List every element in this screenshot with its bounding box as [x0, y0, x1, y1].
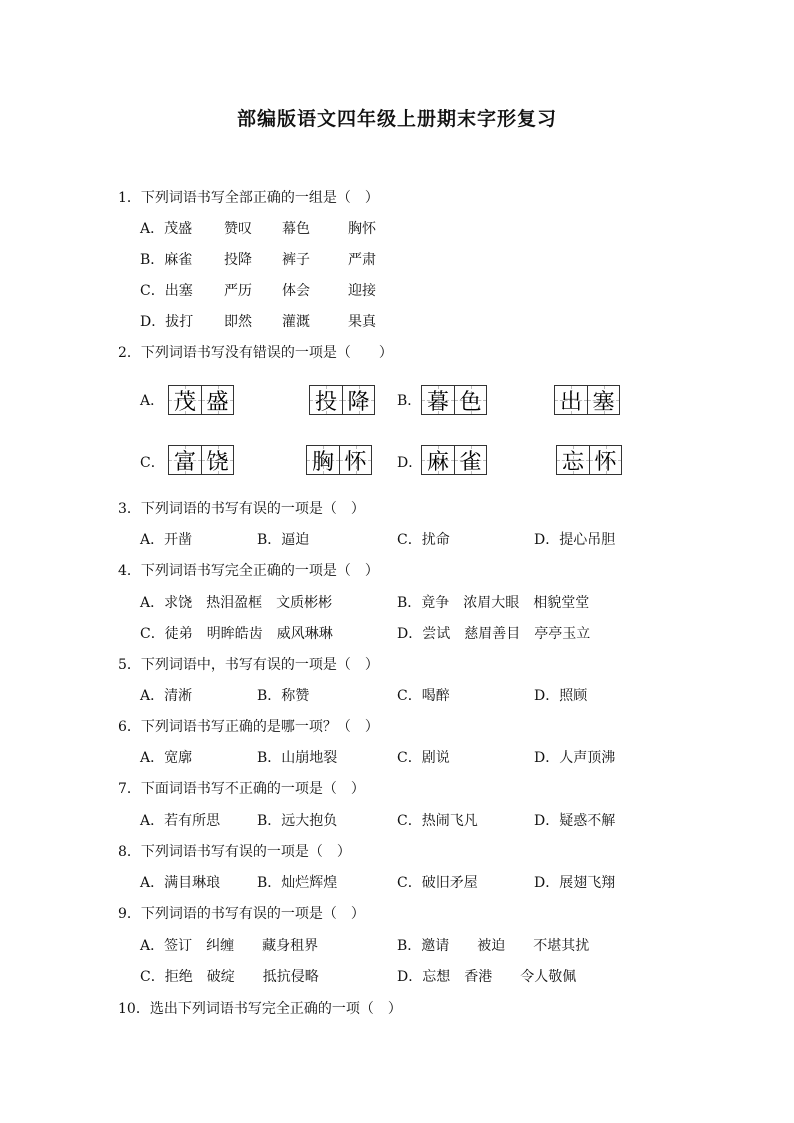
- tianzige-cell: 降: [342, 386, 374, 414]
- option-a: A．开凿: [140, 532, 193, 548]
- tianzige-cell: 塞: [587, 386, 619, 414]
- tianzige-cell: 怀: [339, 446, 371, 474]
- option-d: D．展翅飞翔: [534, 875, 616, 891]
- tianzige-cell: 麻: [422, 446, 454, 474]
- option-c: C．徒弟 明眸皓齿 威风琳琳: [140, 626, 333, 642]
- tianzige-cell: 怀: [589, 446, 621, 474]
- option-word: 幕色: [282, 221, 310, 237]
- option-b: B．称赞: [257, 688, 310, 704]
- question-3-stem: 3．下列词语的书写有误的一项是（ ）: [118, 501, 365, 517]
- grid-option-label: D．: [397, 455, 423, 471]
- option-a: A．签订 纠缠 藏身租界: [140, 938, 319, 954]
- tianzige-cell: 饶: [201, 446, 233, 474]
- question-10-stem: 10．选出下列词语书写完全正确的一项（ ）: [118, 1001, 402, 1017]
- tianzige-word: [306, 445, 372, 475]
- option-b: B．逼迫: [257, 532, 310, 548]
- tianzige-cell: 胸: [307, 446, 339, 474]
- option-text: B．麻雀: [140, 252, 193, 268]
- option-word: 投降: [224, 252, 252, 268]
- option-word: 体会: [282, 283, 310, 299]
- tianzige-cell: 盛: [201, 386, 233, 414]
- option-word: 胸怀: [348, 221, 376, 237]
- option-c: C．热闹飞凡: [397, 813, 478, 829]
- option-d: D．照顾: [534, 688, 588, 704]
- option-word: 严历: [224, 283, 252, 299]
- tianzige-cell: 色: [454, 386, 486, 414]
- tianzige-word: [168, 445, 234, 475]
- option-d: D．尝试 慈眉善目 亭亭玉立: [397, 626, 591, 642]
- question-2-stem: 2．下列词语书写没有错误的一项是（ ）: [118, 345, 393, 361]
- option-a: A．清淅: [140, 688, 193, 704]
- tianzige-cell: 忘: [557, 446, 589, 474]
- option-word: 迎接: [348, 283, 376, 299]
- option-b: B．山崩地裂: [257, 750, 338, 766]
- option-b: B．远大抱负: [257, 813, 338, 829]
- option-word: 赞叹: [224, 221, 252, 237]
- tianzige-cell: 茂: [169, 386, 201, 414]
- question-4-stem: 4．下列词语书写完全正确的一项是（ ）: [118, 563, 379, 579]
- question-1-stem: 1．下列词语书写全部正确的一组是（ ）: [118, 190, 379, 206]
- option-word: 灌溉: [282, 314, 310, 330]
- question-7-stem: 7．下面词语书写不正确的一项是（ ）: [118, 781, 365, 797]
- option-d: D．忘想 香港 令人敬佩: [397, 969, 577, 985]
- option-text: A．茂盛: [140, 221, 193, 237]
- option-word: 即然: [224, 314, 252, 330]
- option-c: C．喝醉: [397, 688, 450, 704]
- option-word: 果真: [348, 314, 376, 330]
- option-a: A．求饶 热泪盈框 文质彬彬: [140, 595, 333, 611]
- tianzige-word: [421, 385, 487, 415]
- grid-option-label: B．: [397, 393, 422, 409]
- question-5-stem: 5．下列词语中，书写有误的一项是（ ）: [118, 657, 379, 673]
- question-6-stem: 6．下列词语书写正确的是哪一项？（ ）: [118, 719, 379, 735]
- tianzige-cell: 雀: [454, 446, 486, 474]
- tianzige-cell: 出: [555, 386, 587, 414]
- option-a: A．满目琳琅: [140, 875, 221, 891]
- option-c: C．剧说: [397, 750, 450, 766]
- option-c: C．扰命: [397, 532, 450, 548]
- option-word: 裤子: [282, 252, 310, 268]
- tianzige-cell: 暮: [422, 386, 454, 414]
- option-d: D．疑惑不解: [534, 813, 616, 829]
- page-title: 部编版语文四年级上册期末字形复习: [236, 108, 557, 130]
- tianzige-word: [554, 385, 620, 415]
- option-b: B．邀请 被迫 不堪其扰: [397, 938, 590, 954]
- question-9-stem: 9．下列词语的书写有误的一项是（ ）: [118, 906, 365, 922]
- option-text: D．拔打: [140, 314, 194, 330]
- option-d: D．提心吊胆: [534, 532, 616, 548]
- option-a: A．若有所思: [140, 813, 221, 829]
- tianzige-word: [309, 385, 375, 415]
- option-d: D．人声顶沸: [534, 750, 616, 766]
- question-8-stem: 8．下列词语书写有误的一项是（ ）: [118, 844, 351, 860]
- option-c: C．拒绝 破绽 抵抗侵略: [140, 969, 319, 985]
- tianzige-word: [421, 445, 487, 475]
- grid-option-label: A．: [140, 393, 165, 409]
- tianzige-cell: 富: [169, 446, 201, 474]
- option-text: C．出塞: [140, 283, 193, 299]
- tianzige-word: [556, 445, 622, 475]
- option-a: A．宽廓: [140, 750, 193, 766]
- option-c: C．破旧矛屋: [397, 875, 478, 891]
- option-b: B．竟争 浓眉大眼 相貌堂堂: [397, 595, 590, 611]
- tianzige-word: [168, 385, 234, 415]
- grid-option-label: C．: [140, 455, 165, 471]
- option-word: 严肃: [348, 252, 376, 268]
- tianzige-cell: 投: [310, 386, 342, 414]
- option-b: B．灿烂辉煌: [257, 875, 338, 891]
